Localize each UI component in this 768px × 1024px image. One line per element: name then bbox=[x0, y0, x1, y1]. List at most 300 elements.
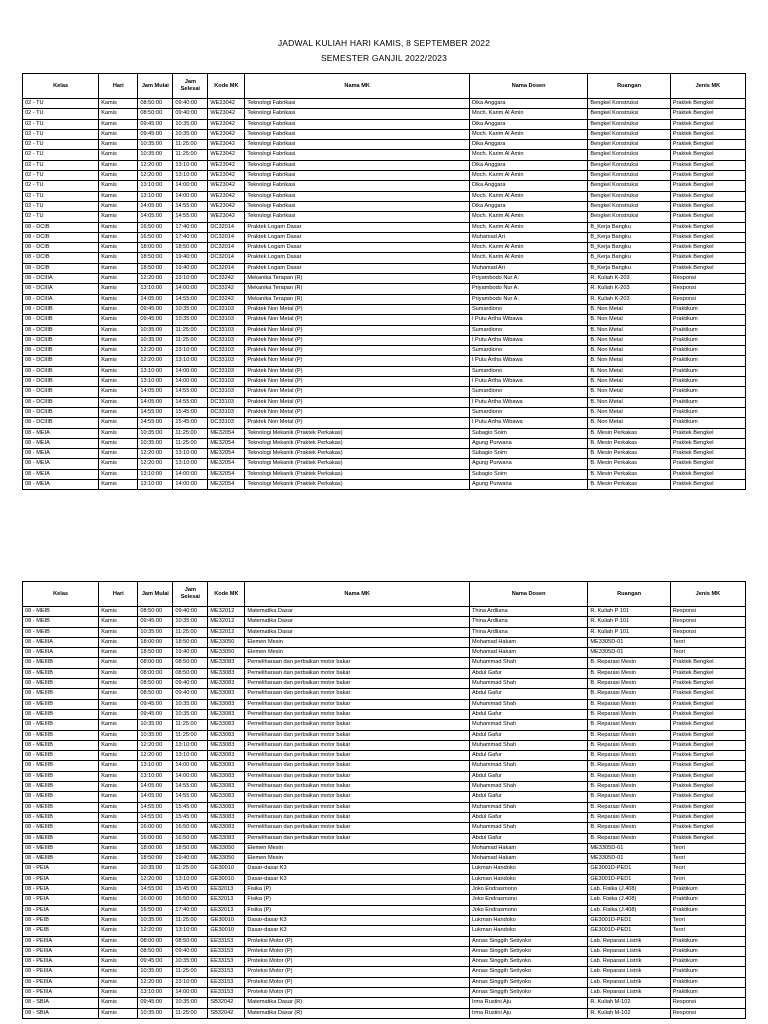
cell-hari: Kamis bbox=[99, 99, 138, 109]
cell-jam-mulai: 14:05:00 bbox=[138, 212, 173, 222]
cell-jam-selesai: 15:45:00 bbox=[173, 885, 208, 895]
table-row bbox=[23, 864, 746, 874]
cell-hari: Kamis bbox=[99, 222, 138, 232]
cell-jam-mulai: 13:10:00 bbox=[138, 469, 173, 479]
cell-jam-selesai: 10:35:00 bbox=[173, 617, 208, 627]
cell-ruangan: Bengkel Konstruksi bbox=[588, 160, 670, 170]
cell-kode-mk: DC33242 bbox=[208, 284, 245, 294]
cell-hari: Kamis bbox=[99, 129, 138, 139]
cell-ruangan: Lab. Reparasi Listrik bbox=[588, 977, 670, 987]
cell-nama-mk: Pemeliharaan dan perbaikan motor bakar bbox=[245, 689, 470, 699]
cell-nama-dosen: Muhammad Shah bbox=[469, 679, 587, 689]
cell-kode-mk: DC33103 bbox=[208, 304, 245, 314]
cell-jam-selesai: 09:40:00 bbox=[173, 946, 208, 956]
cell-jam-mulai: 09:45:00 bbox=[138, 119, 173, 129]
cell-nama-dosen: Subagio Soim bbox=[469, 428, 587, 438]
cell-jenis-mk: Praktek Bengkel bbox=[670, 751, 745, 761]
cell-hari: Kamis bbox=[99, 864, 138, 874]
cell-hari: Kamis bbox=[99, 607, 138, 617]
cell-jenis-mk: Praktikum bbox=[670, 356, 745, 366]
cell-hari: Kamis bbox=[99, 771, 138, 781]
cell-kelas: 08 - MEIA bbox=[23, 459, 99, 469]
cell-jam-mulai: 09:45:00 bbox=[138, 699, 173, 709]
cell-jam-selesai: 13:10:00 bbox=[173, 926, 208, 936]
cell-hari: Kamis bbox=[99, 438, 138, 448]
cell-jam-selesai: 10:35:00 bbox=[173, 699, 208, 709]
cell-jam-mulai: 14:05:00 bbox=[138, 782, 173, 792]
cell-jam-mulai: 12:20:00 bbox=[138, 160, 173, 170]
header-row bbox=[23, 582, 746, 607]
cell-nama-mk: Pemeliharaan dan perbaikan motor bakar bbox=[245, 782, 470, 792]
cell-hari: Kamis bbox=[99, 469, 138, 479]
cell-jam-mulai: 08:50:00 bbox=[138, 109, 173, 119]
cell-kelas: 08 - MEIA bbox=[23, 438, 99, 448]
cell-jam-selesai: 16:50:00 bbox=[173, 823, 208, 833]
cell-nama-dosen: Sumardiono bbox=[469, 407, 587, 417]
cell-nama-dosen: Priyambodo Nur A. bbox=[469, 274, 587, 284]
cell-jenis-mk: Teori bbox=[670, 648, 745, 658]
cell-jam-mulai: 16:50:00 bbox=[138, 905, 173, 915]
table-row bbox=[23, 459, 746, 469]
cell-jenis-mk: Praktek Bengkel bbox=[670, 479, 745, 489]
cell-nama-mk: Praktek Logam Dasar bbox=[245, 243, 470, 253]
header-jam-selesai: Jam Selesai bbox=[173, 582, 208, 607]
table-row bbox=[23, 957, 746, 967]
cell-jam-mulai: 08:00:00 bbox=[138, 668, 173, 678]
cell-nama-mk: Teknologi Fabrikasi bbox=[245, 181, 470, 191]
cell-kode-mk: DC32014 bbox=[208, 232, 245, 242]
cell-jam-selesai: 14:00:00 bbox=[173, 761, 208, 771]
cell-kode-mk: ME33050 bbox=[208, 843, 245, 853]
cell-jenis-mk: Responsi bbox=[670, 284, 745, 294]
cell-ruangan: B. Reparasi Mesin bbox=[588, 802, 670, 812]
cell-jenis-mk: Praktikum bbox=[670, 346, 745, 356]
cell-jam-mulai: 18:00:00 bbox=[138, 243, 173, 253]
cell-jam-selesai: 11:25:00 bbox=[173, 864, 208, 874]
header-ruangan: Ruangan bbox=[588, 582, 670, 607]
cell-jam-mulai: 14:05:00 bbox=[138, 792, 173, 802]
cell-kode-mk: DC33103 bbox=[208, 407, 245, 417]
cell-hari: Kamis bbox=[99, 171, 138, 181]
cell-nama-mk: Praktek Logam Dasar bbox=[245, 253, 470, 263]
cell-ruangan: B. Non Metal bbox=[588, 407, 670, 417]
cell-kode-mk: EE32013 bbox=[208, 895, 245, 905]
cell-kelas: 08 - MEIIIB bbox=[23, 668, 99, 678]
cell-kode-mk: ME32054 bbox=[208, 479, 245, 489]
cell-kelas: 08 - DCIIIB bbox=[23, 325, 99, 335]
cell-ruangan: Lab. Reparasi Listrik bbox=[588, 936, 670, 946]
cell-ruangan: B. Mesin Perkakas bbox=[588, 479, 670, 489]
cell-jam-mulai: 10:35:00 bbox=[138, 627, 173, 637]
cell-nama-mk: Fisika (P) bbox=[245, 895, 470, 905]
table-row bbox=[23, 325, 746, 335]
cell-jenis-mk: Praktek Bengkel bbox=[670, 771, 745, 781]
cell-nama-mk: Praktek Non Metal (P) bbox=[245, 407, 470, 417]
table-row bbox=[23, 1008, 746, 1018]
cell-jam-selesai: 17:40:00 bbox=[173, 232, 208, 242]
table-row bbox=[23, 263, 746, 273]
cell-kelas: 08 - PEIIIA bbox=[23, 977, 99, 987]
cell-ruangan: Lab. Fisika (J.408) bbox=[588, 895, 670, 905]
cell-nama-mk: Pemeliharaan dan perbaikan motor bakar bbox=[245, 761, 470, 771]
cell-jam-mulai: 13:10:00 bbox=[138, 987, 173, 997]
cell-nama-dosen: Annas Singgih Setiyoko bbox=[469, 946, 587, 956]
cell-jam-mulai: 14:55:00 bbox=[138, 802, 173, 812]
cell-jenis-mk: Teori bbox=[670, 637, 745, 647]
cell-kode-mk: GE30010 bbox=[208, 874, 245, 884]
table-row bbox=[23, 987, 746, 997]
cell-jenis-mk: Praktikum bbox=[670, 967, 745, 977]
cell-hari: Kamis bbox=[99, 812, 138, 822]
cell-jam-mulai: 13:10:00 bbox=[138, 479, 173, 489]
cell-nama-mk: Fisika (P) bbox=[245, 905, 470, 915]
cell-nama-mk: Teknologi Fabrikasi bbox=[245, 171, 470, 181]
cell-jenis-mk: Praktikum bbox=[670, 418, 745, 428]
cell-jenis-mk: Praktek Bengkel bbox=[670, 119, 745, 129]
cell-ruangan: Bengkel Konstruksi bbox=[588, 191, 670, 201]
table-row bbox=[23, 926, 746, 936]
cell-kelas: 08 - MEIIIB bbox=[23, 771, 99, 781]
cell-hari: Kamis bbox=[99, 397, 138, 407]
document-subtitle: SEMESTER GANJIL 2022/2023 bbox=[320, 53, 448, 63]
cell-jenis-mk: Praktek Bengkel bbox=[670, 802, 745, 812]
cell-kode-mk: EE32013 bbox=[208, 885, 245, 895]
header-jam-selesai: Jam Selesai bbox=[173, 74, 208, 99]
cell-ruangan: R. Kuliah K-203 bbox=[588, 294, 670, 304]
cell-nama-mk: Praktek Non Metal (P) bbox=[245, 418, 470, 428]
cell-ruangan: B. Mesin Perkakas bbox=[588, 469, 670, 479]
cell-kelas: 08 - MEIIIB bbox=[23, 699, 99, 709]
cell-hari: Kamis bbox=[99, 668, 138, 678]
cell-kode-mk: DC33103 bbox=[208, 356, 245, 366]
cell-kelas: 08 - MEIIIB bbox=[23, 751, 99, 761]
cell-jam-mulai: 14:05:00 bbox=[138, 387, 173, 397]
cell-kelas: 08 - MEIA bbox=[23, 479, 99, 489]
cell-jam-selesai: 11:25:00 bbox=[173, 438, 208, 448]
cell-nama-mk: Teknologi Mekanik (Praktek Perkakas) bbox=[245, 428, 470, 438]
table-row bbox=[23, 967, 746, 977]
cell-jam-selesai: 09:40:00 bbox=[173, 607, 208, 617]
cell-nama-dosen: Abdul Gafur bbox=[469, 833, 587, 843]
table-row bbox=[23, 438, 746, 448]
cell-hari: Kamis bbox=[99, 915, 138, 925]
cell-kelas: 08 - SBIA bbox=[23, 1008, 99, 1018]
cell-jam-selesai: 09:40:00 bbox=[173, 679, 208, 689]
cell-nama-mk: Praktek Non Metal (P) bbox=[245, 366, 470, 376]
cell-ruangan: R. Kuliah K-203 bbox=[588, 284, 670, 294]
cell-nama-dosen: Agung Purwana bbox=[469, 479, 587, 489]
cell-hari: Kamis bbox=[99, 679, 138, 689]
cell-jenis-mk: Responsi bbox=[670, 617, 745, 627]
table-body bbox=[23, 99, 746, 490]
cell-jam-mulai: 12:20:00 bbox=[138, 449, 173, 459]
table-row bbox=[23, 658, 746, 668]
cell-ruangan: B. Reparasi Mesin bbox=[588, 679, 670, 689]
cell-kelas: 08 - DCIIIB bbox=[23, 346, 99, 356]
cell-jam-selesai: 13:10:00 bbox=[173, 160, 208, 170]
cell-hari: Kamis bbox=[99, 449, 138, 459]
cell-kelas: 08 - DCIB bbox=[23, 253, 99, 263]
cell-kode-mk: WE23042 bbox=[208, 171, 245, 181]
cell-jam-selesai: 14:00:00 bbox=[173, 771, 208, 781]
table-row bbox=[23, 802, 746, 812]
cell-kelas: 08 - MEIIIB bbox=[23, 792, 99, 802]
cell-hari: Kamis bbox=[99, 366, 138, 376]
cell-kode-mk: ME33083 bbox=[208, 761, 245, 771]
cell-ruangan: R. Kuliah M-102 bbox=[588, 1008, 670, 1018]
cell-ruangan: B. Mesin Perkakas bbox=[588, 449, 670, 459]
cell-kelas: 08 - MEIIIB bbox=[23, 812, 99, 822]
table-row bbox=[23, 627, 746, 637]
cell-nama-dosen: Thina Ardliana bbox=[469, 627, 587, 637]
cell-ruangan: B. Reparasi Mesin bbox=[588, 689, 670, 699]
cell-kode-mk: WE23042 bbox=[208, 201, 245, 211]
table-row bbox=[23, 109, 746, 119]
cell-kelas: 08 - MEIIIA bbox=[23, 648, 99, 658]
cell-ruangan: Lab. Reparasi Listrik bbox=[588, 967, 670, 977]
cell-nama-mk: Pemeliharaan dan perbaikan motor bakar bbox=[245, 668, 470, 678]
cell-nama-mk: Teknologi Mekanik (Praktek Perkakas) bbox=[245, 469, 470, 479]
cell-ruangan: Bengkel Konstruksi bbox=[588, 212, 670, 222]
cell-hari: Kamis bbox=[99, 377, 138, 387]
cell-jam-selesai: 09:40:00 bbox=[173, 109, 208, 119]
cell-nama-dosen: Subagio Soim bbox=[469, 469, 587, 479]
table-row bbox=[23, 709, 746, 719]
cell-nama-dosen: Abdul Gafur bbox=[469, 771, 587, 781]
cell-nama-mk: Praktek Logam Dasar bbox=[245, 263, 470, 273]
cell-jam-selesai: 13:10:00 bbox=[173, 346, 208, 356]
cell-kode-mk: DC33103 bbox=[208, 397, 245, 407]
cell-nama-dosen: Dika Anggara bbox=[469, 119, 587, 129]
cell-kelas: 02 - TU bbox=[23, 99, 99, 109]
cell-ruangan: Bengkel Konstruksi bbox=[588, 129, 670, 139]
cell-kode-mk: DC33103 bbox=[208, 387, 245, 397]
cell-nama-dosen: Annas Singgih Setiyoko bbox=[469, 936, 587, 946]
header-hari: Hari bbox=[99, 74, 138, 99]
cell-kelas: 08 - DCIIIB bbox=[23, 356, 99, 366]
cell-kode-mk: EE33153 bbox=[208, 946, 245, 956]
cell-jam-mulai: 08:50:00 bbox=[138, 689, 173, 699]
cell-hari: Kamis bbox=[99, 181, 138, 191]
table-row bbox=[23, 99, 746, 109]
cell-kode-mk: ME33050 bbox=[208, 637, 245, 647]
cell-nama-dosen: Moch. Karim Al Amin bbox=[469, 253, 587, 263]
cell-kelas: 08 - DCIIIB bbox=[23, 418, 99, 428]
cell-ruangan: B. Reparasi Mesin bbox=[588, 740, 670, 750]
cell-nama-mk: Elemen Mesin bbox=[245, 854, 470, 864]
cell-kelas: 02 - TU bbox=[23, 119, 99, 129]
cell-jam-selesai: 10:35:00 bbox=[173, 709, 208, 719]
cell-jam-mulai: 18:50:00 bbox=[138, 648, 173, 658]
cell-jam-mulai: 14:55:00 bbox=[138, 418, 173, 428]
cell-hari: Kamis bbox=[99, 160, 138, 170]
cell-jam-selesai: 14:55:00 bbox=[173, 201, 208, 211]
table-row bbox=[23, 356, 746, 366]
cell-kode-mk: WE23042 bbox=[208, 150, 245, 160]
cell-kode-mk: ME33083 bbox=[208, 679, 245, 689]
table-body bbox=[23, 607, 746, 1019]
cell-kelas: 08 - SBIA bbox=[23, 998, 99, 1008]
cell-jam-mulai: 18:50:00 bbox=[138, 263, 173, 273]
cell-jam-mulai: 14:55:00 bbox=[138, 407, 173, 417]
cell-jenis-mk: Praktikum bbox=[670, 335, 745, 345]
cell-jam-mulai: 13:10:00 bbox=[138, 191, 173, 201]
cell-jam-selesai: 19:40:00 bbox=[173, 263, 208, 273]
cell-jam-mulai: 10:35:00 bbox=[138, 140, 173, 150]
cell-nama-mk: Elemen Mesin bbox=[245, 648, 470, 658]
table-row bbox=[23, 648, 746, 658]
table-row bbox=[23, 792, 746, 802]
cell-kode-mk: ME33083 bbox=[208, 802, 245, 812]
cell-nama-mk: Pemeliharaan dan perbaikan motor bakar bbox=[245, 823, 470, 833]
cell-jenis-mk: Praktek Bengkel bbox=[670, 699, 745, 709]
cell-jam-selesai: 18:50:00 bbox=[173, 637, 208, 647]
cell-kode-mk: WE23042 bbox=[208, 212, 245, 222]
table-row bbox=[23, 699, 746, 709]
cell-nama-mk: Teknologi Fabrikasi bbox=[245, 140, 470, 150]
cell-jam-mulai: 14:05:00 bbox=[138, 201, 173, 211]
cell-nama-dosen: Moch. Karim Al Amin bbox=[469, 212, 587, 222]
cell-ruangan: B_Kerja Bangku bbox=[588, 232, 670, 242]
header-nama-mk: Nama MK bbox=[245, 582, 470, 607]
cell-hari: Kamis bbox=[99, 1008, 138, 1018]
cell-nama-mk: Praktek Non Metal (P) bbox=[245, 304, 470, 314]
cell-kelas: 02 - TU bbox=[23, 171, 99, 181]
table-row bbox=[23, 212, 746, 222]
cell-jam-selesai: 13:10:00 bbox=[173, 740, 208, 750]
cell-ruangan: B_Kerja Bangku bbox=[588, 243, 670, 253]
cell-ruangan: ME3305D-01 bbox=[588, 843, 670, 853]
cell-kode-mk: ME33083 bbox=[208, 812, 245, 822]
cell-nama-mk: Praktek Non Metal (P) bbox=[245, 346, 470, 356]
cell-jam-selesai: 14:55:00 bbox=[173, 387, 208, 397]
cell-kode-mk: ME33083 bbox=[208, 792, 245, 802]
cell-hari: Kamis bbox=[99, 253, 138, 263]
cell-nama-dosen: Priyambodo Nur A. bbox=[469, 284, 587, 294]
cell-nama-mk: Mekanika Terapan (R) bbox=[245, 274, 470, 284]
cell-nama-dosen: Joko Endrasmono bbox=[469, 885, 587, 895]
cell-jenis-mk: Praktikum bbox=[670, 946, 745, 956]
cell-kelas: 08 - MEIA bbox=[23, 469, 99, 479]
table-row bbox=[23, 346, 746, 356]
cell-nama-mk: Praktek Non Metal (P) bbox=[245, 356, 470, 366]
cell-kode-mk: WE23042 bbox=[208, 109, 245, 119]
cell-kode-mk: DC33103 bbox=[208, 335, 245, 345]
cell-nama-mk: Praktek Logam Dasar bbox=[245, 232, 470, 242]
cell-kode-mk: DC33103 bbox=[208, 346, 245, 356]
cell-jenis-mk: Praktikum bbox=[670, 387, 745, 397]
header-nama-dosen: Nama Dosen bbox=[469, 74, 587, 99]
cell-jenis-mk: Praktek Bengkel bbox=[670, 181, 745, 191]
cell-jam-selesai: 14:00:00 bbox=[173, 987, 208, 997]
cell-jam-selesai: 15:45:00 bbox=[173, 802, 208, 812]
cell-kelas: 08 - DCIIIB bbox=[23, 387, 99, 397]
cell-ruangan: Lab. Reparasi Listrik bbox=[588, 987, 670, 997]
cell-hari: Kamis bbox=[99, 428, 138, 438]
cell-nama-dosen: Priyambodo Nur A. bbox=[469, 294, 587, 304]
cell-jenis-mk: Responsi bbox=[670, 627, 745, 637]
cell-ruangan: B. Reparasi Mesin bbox=[588, 833, 670, 843]
cell-nama-dosen: Abdul Gafur bbox=[469, 812, 587, 822]
cell-jam-mulai: 10:35:00 bbox=[138, 335, 173, 345]
cell-hari: Kamis bbox=[99, 150, 138, 160]
cell-jenis-mk: Praktikum bbox=[670, 407, 745, 417]
cell-kelas: 08 - MEIIIB bbox=[23, 689, 99, 699]
cell-nama-mk: Teknologi Fabrikasi bbox=[245, 201, 470, 211]
cell-nama-dosen: Moch. Karim Al Amin bbox=[469, 222, 587, 232]
cell-jam-selesai: 13:10:00 bbox=[173, 977, 208, 987]
cell-jam-selesai: 18:50:00 bbox=[173, 843, 208, 853]
cell-jam-mulai: 16:00:00 bbox=[138, 823, 173, 833]
cell-nama-dosen: Moch. Karim Al Amin bbox=[469, 150, 587, 160]
table-row bbox=[23, 171, 746, 181]
cell-jam-selesai: 10:35:00 bbox=[173, 998, 208, 1008]
table-row bbox=[23, 679, 746, 689]
cell-kelas: 08 - MEIB bbox=[23, 617, 99, 627]
cell-jam-mulai: 08:00:00 bbox=[138, 936, 173, 946]
cell-ruangan: R. Kuliah M-102 bbox=[588, 998, 670, 1008]
cell-ruangan: B. Reparasi Mesin bbox=[588, 823, 670, 833]
cell-kelas: 08 - MEIIIB bbox=[23, 658, 99, 668]
cell-kode-mk: ME33083 bbox=[208, 833, 245, 843]
cell-jam-mulai: 12:20:00 bbox=[138, 459, 173, 469]
cell-jenis-mk: Praktek Bengkel bbox=[670, 782, 745, 792]
cell-kode-mk: DC33103 bbox=[208, 377, 245, 387]
cell-jam-selesai: 11:25:00 bbox=[173, 627, 208, 637]
cell-nama-dosen: Abdul Gafur bbox=[469, 751, 587, 761]
table-row bbox=[23, 428, 746, 438]
cell-jenis-mk: Praktek Bengkel bbox=[670, 823, 745, 833]
table-row bbox=[23, 304, 746, 314]
cell-hari: Kamis bbox=[99, 232, 138, 242]
cell-nama-dosen: Subagio Soim bbox=[469, 449, 587, 459]
cell-jam-selesai: 14:00:00 bbox=[173, 284, 208, 294]
cell-ruangan: B. Non Metal bbox=[588, 366, 670, 376]
cell-jam-selesai: 11:25:00 bbox=[173, 1008, 208, 1018]
cell-jam-mulai: 08:50:00 bbox=[138, 99, 173, 109]
cell-nama-dosen: Lukman Handoko bbox=[469, 874, 587, 884]
table-row bbox=[23, 449, 746, 459]
cell-nama-mk: Pemeliharaan dan perbaikan motor bakar bbox=[245, 709, 470, 719]
cell-nama-mk: Teknologi Fabrikasi bbox=[245, 191, 470, 201]
cell-hari: Kamis bbox=[99, 843, 138, 853]
cell-kode-mk: ME33083 bbox=[208, 689, 245, 699]
table-row bbox=[23, 730, 746, 740]
cell-jam-mulai: 13:10:00 bbox=[138, 761, 173, 771]
cell-jenis-mk: Responsi bbox=[670, 274, 745, 284]
cell-ruangan: R. Kuliah P 101 bbox=[588, 607, 670, 617]
cell-nama-dosen: Moch. Karim Al Amin bbox=[469, 171, 587, 181]
table-row bbox=[23, 387, 746, 397]
cell-jam-mulai: 16:50:00 bbox=[138, 232, 173, 242]
cell-kode-mk: SB32042 bbox=[208, 1008, 245, 1018]
cell-jam-mulai: 08:50:00 bbox=[138, 607, 173, 617]
cell-kelas: 08 - MEIIIB bbox=[23, 823, 99, 833]
cell-nama-dosen: Sumardiono bbox=[469, 387, 587, 397]
cell-jam-mulai: 10:35:00 bbox=[138, 438, 173, 448]
cell-jam-selesai: 14:55:00 bbox=[173, 397, 208, 407]
cell-hari: Kamis bbox=[99, 761, 138, 771]
cell-jam-selesai: 11:25:00 bbox=[173, 967, 208, 977]
cell-jam-mulai: 13:10:00 bbox=[138, 284, 173, 294]
cell-jenis-mk: Praktek Bengkel bbox=[670, 222, 745, 232]
cell-nama-dosen: Muhammad Shah bbox=[469, 658, 587, 668]
table-row bbox=[23, 823, 746, 833]
cell-hari: Kamis bbox=[99, 802, 138, 812]
cell-jam-mulai: 12:20:00 bbox=[138, 346, 173, 356]
table-row bbox=[23, 274, 746, 284]
cell-jam-selesai: 15:45:00 bbox=[173, 812, 208, 822]
